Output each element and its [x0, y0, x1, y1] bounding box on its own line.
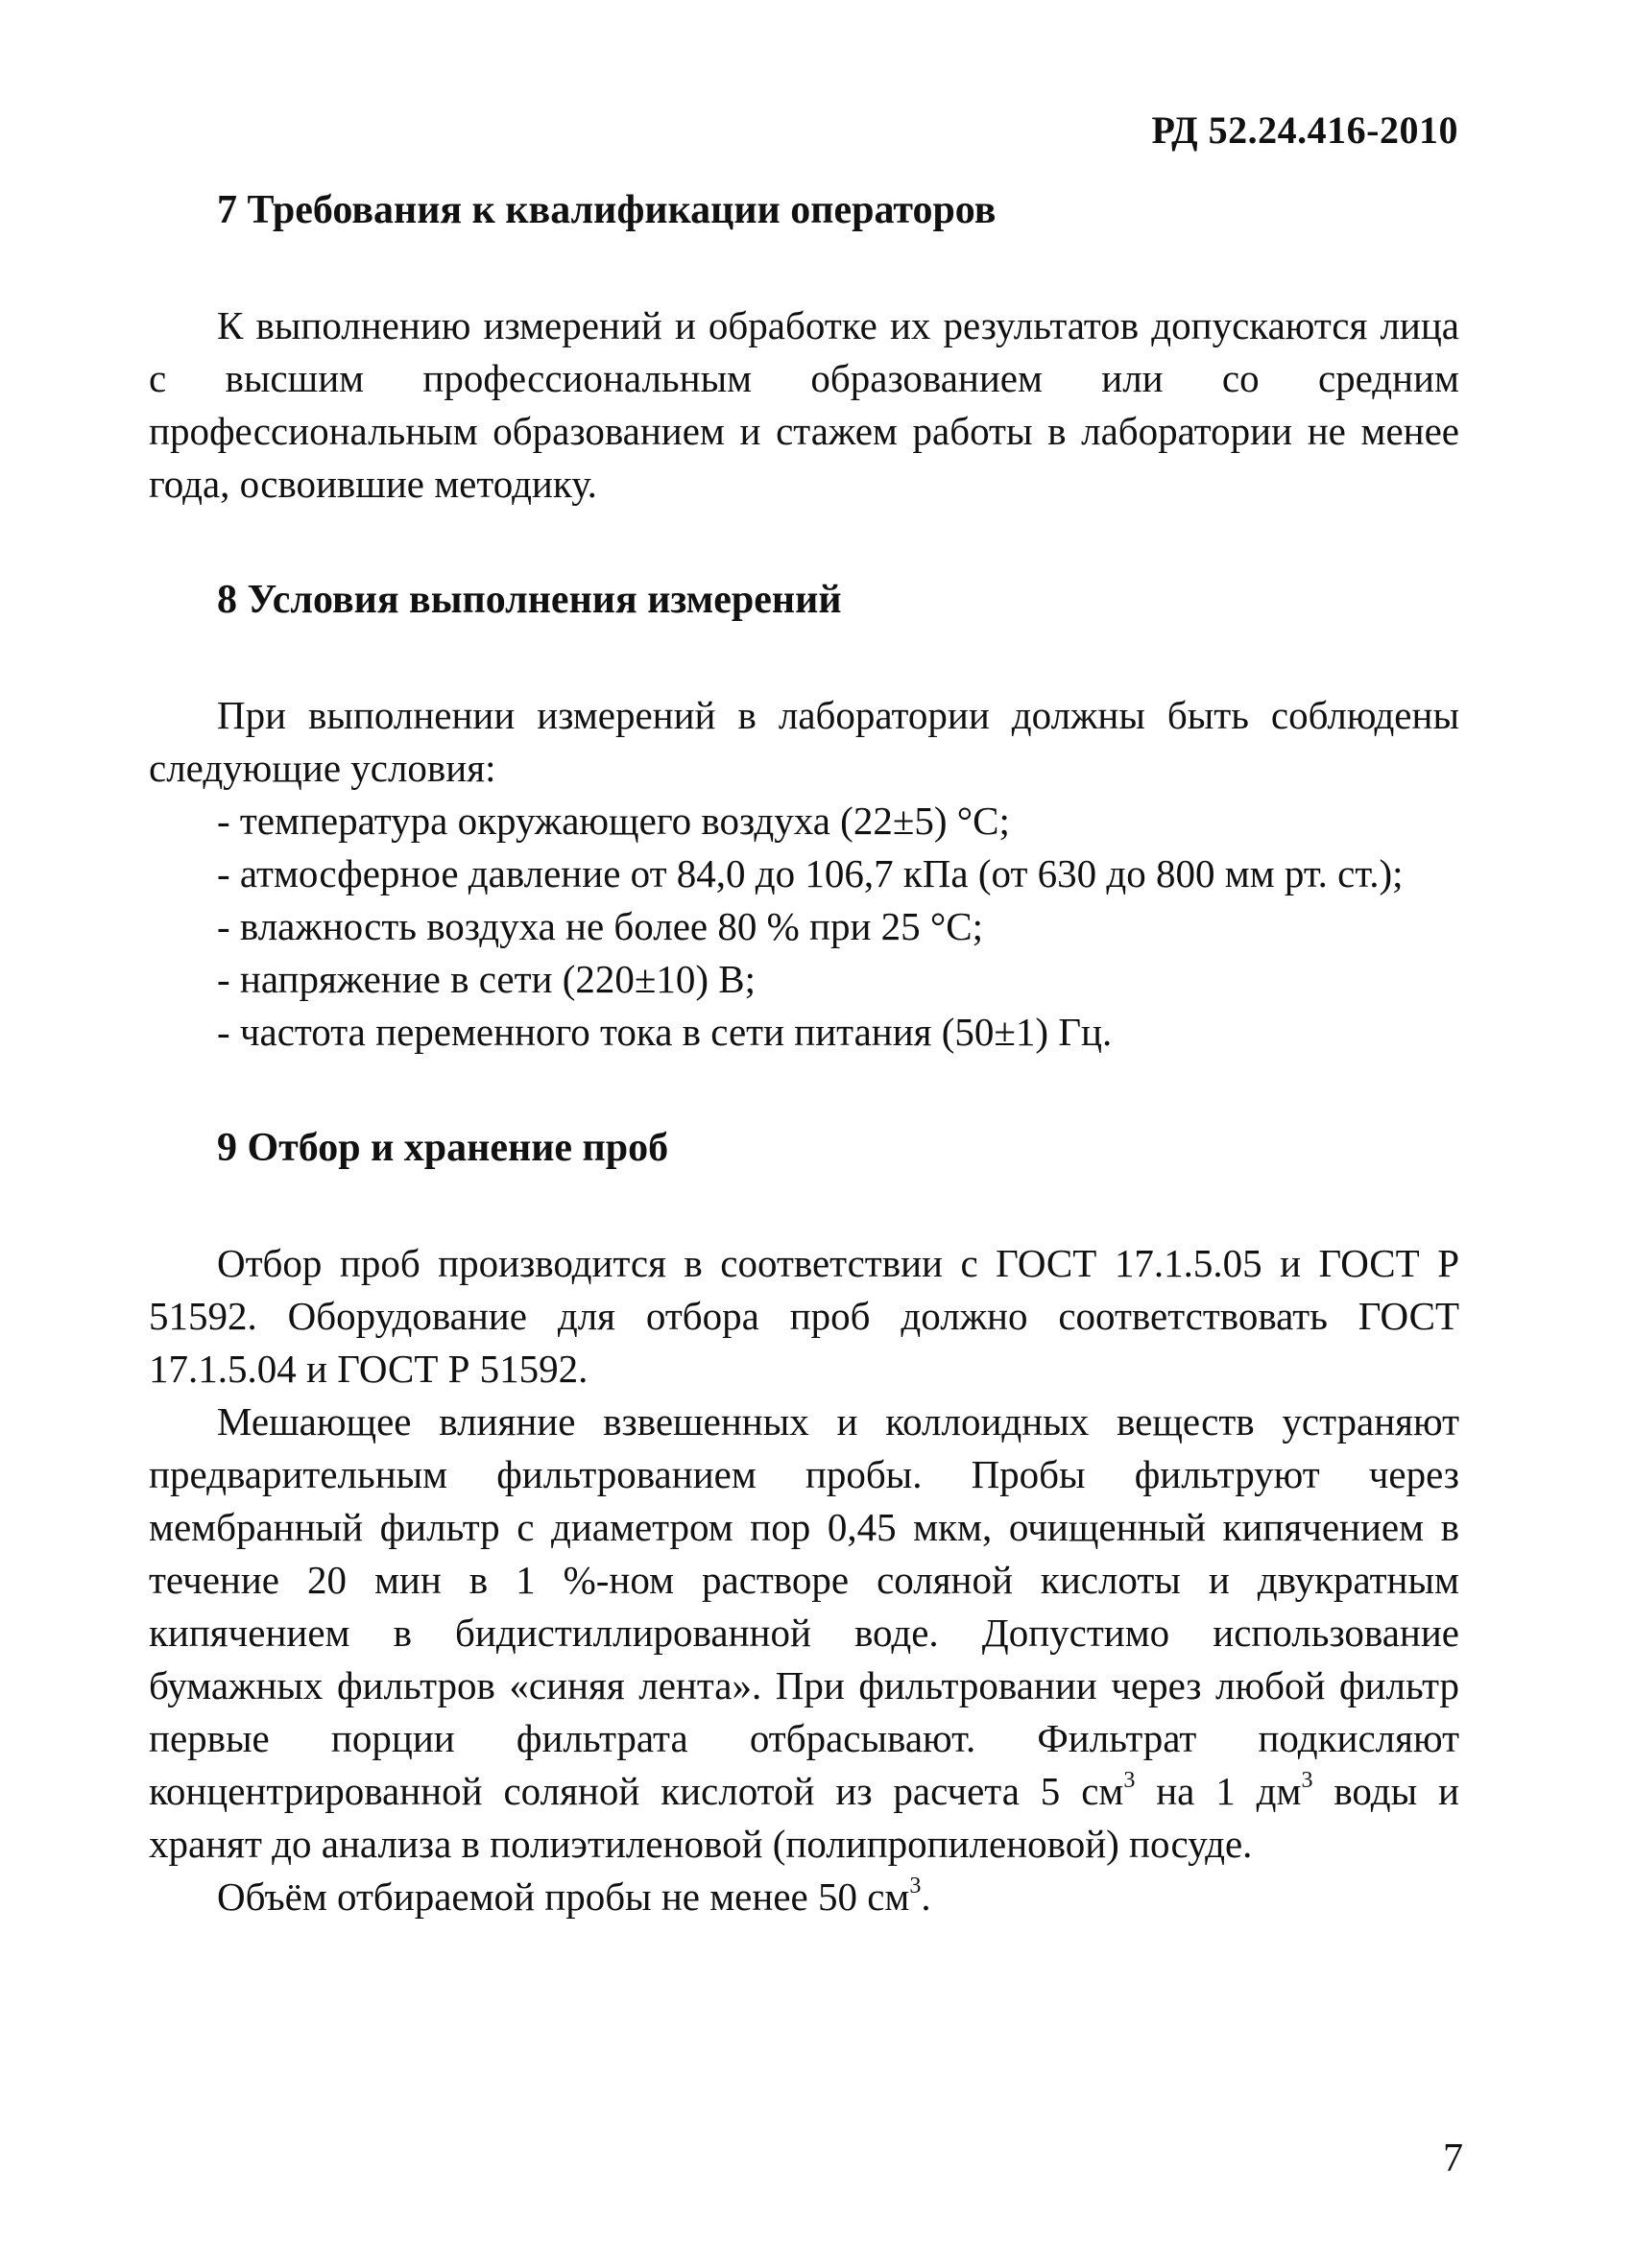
paragraph-text: Объём отбираемой пробы не менее 50 см: [217, 1874, 910, 1919]
section-8-intro: При выполнении измерений в лаборатории должны быть соблюдены следующие условия:: [149, 693, 1459, 790]
paragraph-text: .: [921, 1874, 931, 1919]
section-9-paragraph-3: [149, 1871, 1459, 1923]
page-content: [149, 182, 1459, 1923]
section-7-paragraph: К выполнению измерений и обработке их результатов допускаются лица с высшим профессиональным образованием или со средним профессиональным образованием и стажем работы в лаборатории не менее года, освоившие методику.: [149, 303, 1459, 506]
document-code: РД 52.24.416-2010: [1151, 108, 1458, 152]
page-number: 7: [1443, 2137, 1463, 2181]
condition-item: - атмосферное давление от 84,0 до 106,7 кПа (от 630 до 800 мм рт. ст.);: [217, 851, 1404, 895]
superscript: 3: [1123, 1768, 1136, 1793]
section-7-title: 7 Требования к квалификации операторов: [217, 188, 997, 232]
condition-item: - температура окружающего воздуха (22±5) °С;: [217, 799, 1010, 843]
section-8-title: 8 Условия выполнения измерений: [217, 578, 842, 622]
paragraph-text: Мешающее влияние взвешенных и коллоидных веществ устраняют предварительным фильтрованием пробы. Пробы фильтруют через мембранный фильтр с диаметром пор 0,45 мкм, очищенный кипячением в течение 20 мин в 1 %-ном растворе соляной кислоты и двукратным кипячением в бидистиллированной воде. Допустимо использование бумажных фильтров «синяя лента». При фильтровании через любой фильтр первые порции фильтрата отбрасывают. Фильтрат подкисляют концентрированной соляной кислотой из расчета 5 см: [149, 1399, 1459, 1813]
condition-item: - напряжение в сети (220±10) В;: [217, 957, 757, 1001]
superscript: 3: [1301, 1768, 1313, 1793]
section-9-paragraph-2: [149, 1396, 1459, 1871]
condition-item: - влажность воздуха не более 80 % при 25 °С;: [217, 904, 984, 948]
paragraph-text: воды и хранят до анализа в полиэтиленовой (полипропиленовой) посуде.: [149, 1769, 1459, 1866]
paragraph-text: на 1 дм: [1135, 1769, 1302, 1813]
section-9-title: 9 Отбор и хранение проб: [217, 1126, 669, 1170]
section-9-paragraph-1: Отбор проб производится в соответствии с ГОСТ 17.1.5.05 и ГОСТ Р 51592. Оборудование для отбора проб должно соответствовать ГОСТ 17.1.5.04 и ГОСТ Р 51592.: [149, 1241, 1459, 1391]
condition-item: - частота переменного тока в сети питания (50±1) Гц.: [217, 1010, 1113, 1054]
superscript: 3: [909, 1874, 922, 1898]
